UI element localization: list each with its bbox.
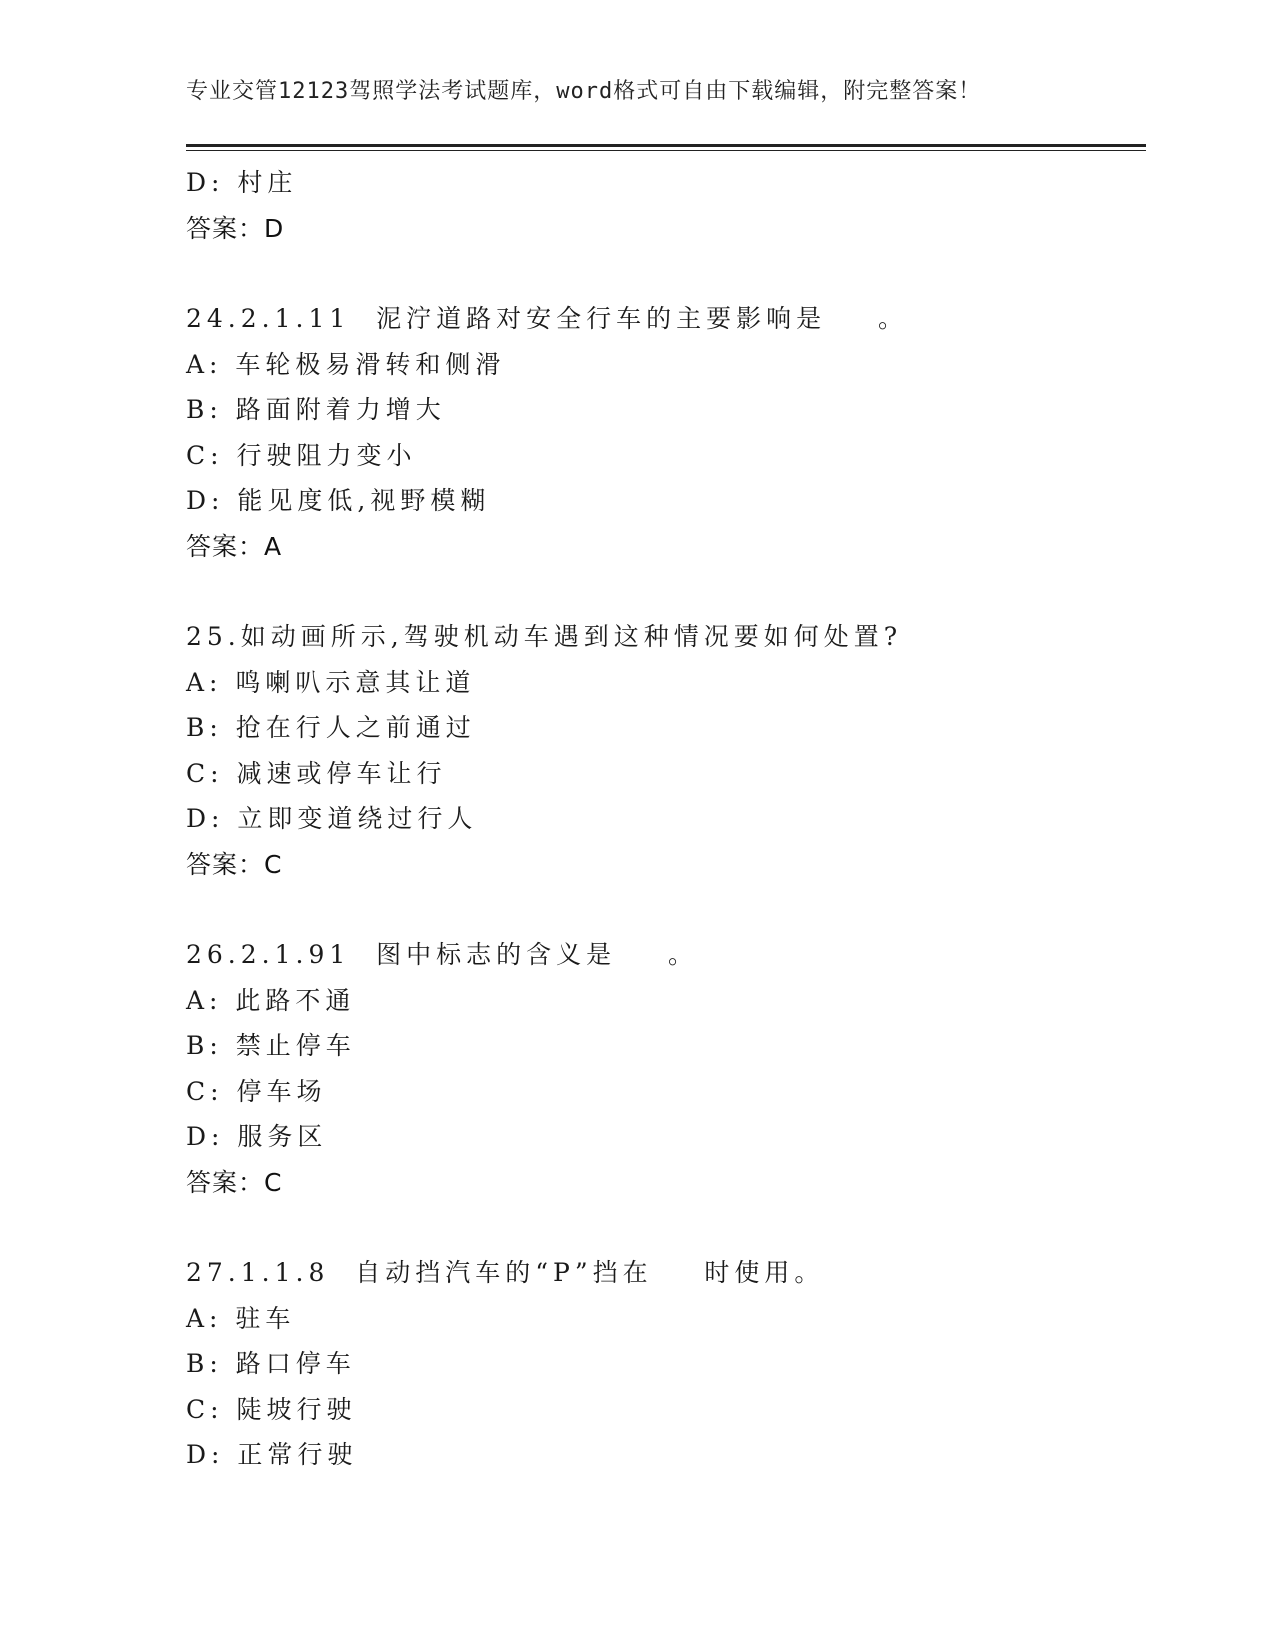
question-stem: 26.2.1.91 图中标志的含义是 。	[186, 940, 698, 969]
answer-line: 答案：C	[186, 1167, 283, 1197]
answer-line: 答案：D	[186, 213, 285, 243]
question-stem: 27.1.1.8 自动挡汽车的“P”挡在 时使用。	[186, 1258, 825, 1287]
spacer	[186, 1205, 1146, 1250]
question-25	[186, 614, 1146, 887]
option-a: A: 此路不通	[186, 985, 356, 1015]
answer-line: 答案：C	[186, 849, 283, 879]
option-d: D: 立即变道绕过行人	[186, 804, 478, 833]
option-c: C: 行驶阻力变小	[186, 440, 417, 470]
option-c: C: 减速或停车让行	[186, 758, 447, 788]
option-b: B: 禁止停车	[186, 1031, 356, 1060]
option-c: C: 陡坡行驶	[186, 1394, 357, 1424]
option-a: A: 鸣喇叭示意其让道	[186, 667, 476, 697]
option-a: A: 驻车	[186, 1303, 296, 1333]
answer-line: 答案：A	[186, 531, 283, 561]
option-b: B: 抢在行人之前通过	[186, 713, 476, 742]
question-content	[186, 160, 1146, 1478]
question-stem: 25.如动画所示,驾驶机动车遇到这种情况要如何处置?	[186, 622, 903, 651]
question-26	[186, 932, 1146, 1205]
option-b: B: 路口停车	[186, 1349, 356, 1378]
spacer	[186, 569, 1146, 614]
question-stem: 24.2.1.11 泥泞道路对安全行车的主要影响是 。	[186, 304, 908, 333]
option-a: A: 车轮极易滑转和侧滑	[186, 349, 506, 379]
option-c: C: 停车场	[186, 1076, 327, 1106]
option-d: D: 能见度低,视野模糊	[186, 486, 491, 515]
page-header: 专业交管12123驾照学法考试题库，word格式可自由下载编辑，附完整答案！	[186, 79, 982, 104]
spacer	[186, 251, 1146, 296]
question-27	[186, 1250, 1146, 1478]
option-b: B: 路面附着力增大	[186, 395, 446, 424]
header-rule-thick	[186, 144, 1146, 147]
option-d: D: 服务区	[186, 1122, 328, 1151]
header-rule-thin	[186, 150, 1146, 151]
question-24	[186, 296, 1146, 569]
option-d: D: 村庄	[186, 168, 298, 197]
spacer	[186, 887, 1146, 932]
option-d: D: 正常行驶	[186, 1440, 358, 1469]
